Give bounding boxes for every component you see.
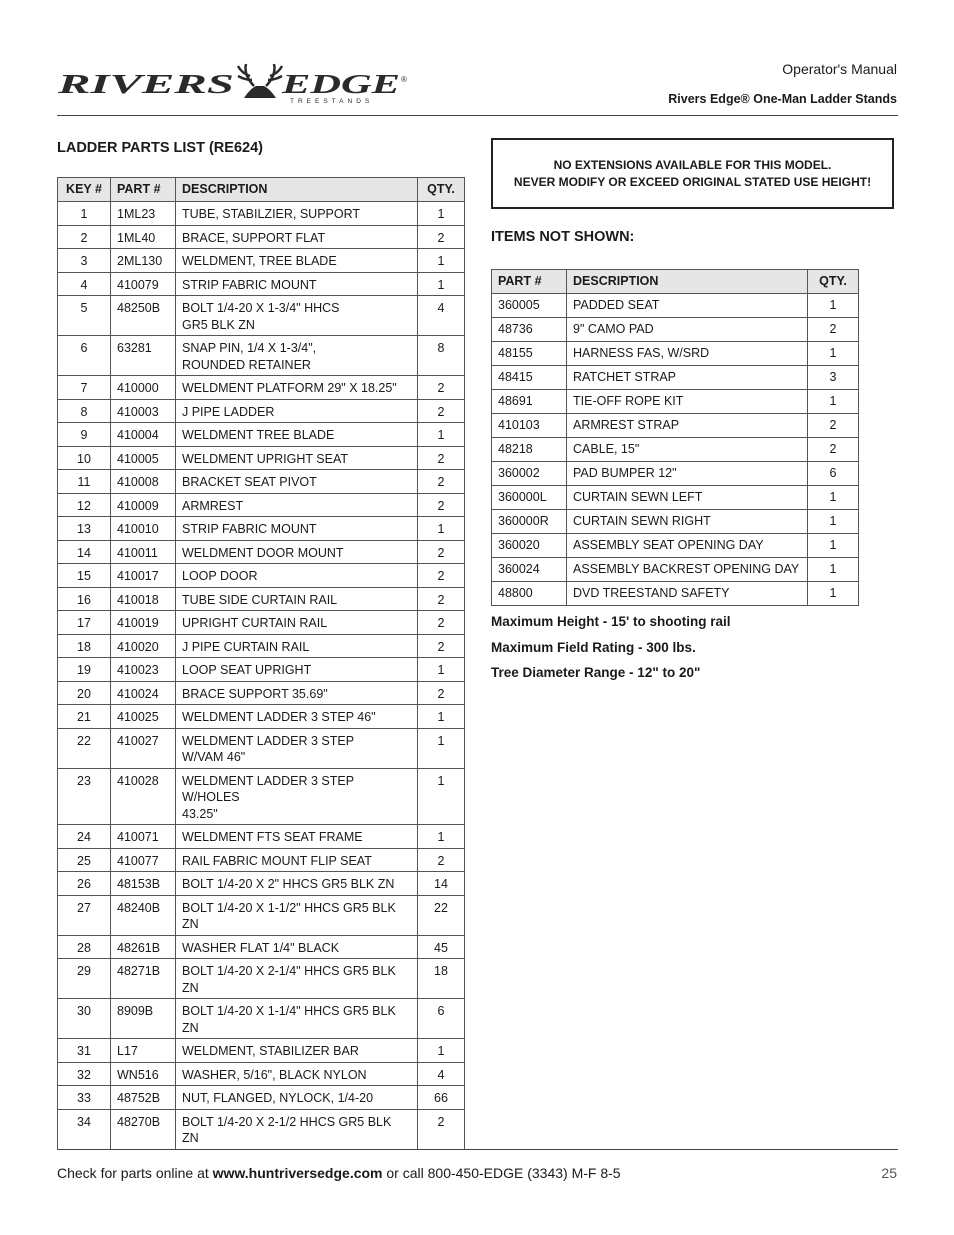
key-cell: 15 xyxy=(58,564,111,588)
part-number-cell: 48752B xyxy=(111,1086,176,1110)
ladder-parts-title: LADDER PARTS LIST (RE624) xyxy=(57,140,263,156)
part-number-cell: 410000 xyxy=(111,376,176,400)
key-cell: 21 xyxy=(58,705,111,729)
description-cell: NUT, FLANGED, NYLOCK, 1/4-20 xyxy=(176,1086,418,1110)
part-number-cell: 48691 xyxy=(492,390,567,414)
key-cell: 18 xyxy=(58,634,111,658)
key-cell: 7 xyxy=(58,376,111,400)
table-row xyxy=(58,705,465,729)
spec-max-height: Maximum Height - 15' to shooting rail xyxy=(491,614,731,629)
key-cell: 25 xyxy=(58,848,111,872)
part-number-cell: 1ML40 xyxy=(111,225,176,249)
part-number-cell: 2ML130 xyxy=(111,249,176,273)
part-number-cell: 410008 xyxy=(111,470,176,494)
description-cell: 9" CAMO PAD xyxy=(567,318,808,342)
description-cell: DVD TREESTAND SAFETY xyxy=(567,582,808,606)
part-number-cell: 360005 xyxy=(492,294,567,318)
stand-specs xyxy=(491,612,730,689)
warning-line-1: NO EXTENSIONS AVAILABLE FOR THIS MODEL. xyxy=(553,157,832,172)
key-cell: 9 xyxy=(58,423,111,447)
part-number-cell: 410004 xyxy=(111,423,176,447)
qty-cell: 3 xyxy=(808,366,859,390)
table-row xyxy=(58,336,465,376)
description-cell: WELDMENT DOOR MOUNT xyxy=(176,540,418,564)
qty-cell: 2 xyxy=(808,414,859,438)
part-number-cell: 48415 xyxy=(492,366,567,390)
part-number-cell: 410025 xyxy=(111,705,176,729)
qty-cell: 1 xyxy=(808,510,859,534)
table-row xyxy=(58,999,465,1039)
qty-cell: 1 xyxy=(808,558,859,582)
column-header-part: PART # xyxy=(492,270,567,294)
description-cell: BOLT 1/4-20 X 1-1/2" HHCS GR5 BLK ZN xyxy=(176,895,418,935)
logo-registered-mark: ® xyxy=(401,75,407,84)
table-row xyxy=(492,486,859,510)
table-row xyxy=(492,318,859,342)
column-header-description: DESCRIPTION xyxy=(567,270,808,294)
table-row xyxy=(58,728,465,768)
description-cell: STRIP FABRIC MOUNT xyxy=(176,272,418,296)
description-cell: PAD BUMPER 12" xyxy=(567,462,808,486)
part-number-cell: 48800 xyxy=(492,582,567,606)
description-cell: ASSEMBLY BACKREST OPENING DAY xyxy=(567,558,808,582)
qty-cell: 2 xyxy=(418,493,465,517)
table-row xyxy=(492,558,859,582)
part-number-cell: 48270B xyxy=(111,1109,176,1149)
description-cell: UPRIGHT CURTAIN RAIL xyxy=(176,611,418,635)
qty-cell: 1 xyxy=(808,582,859,606)
part-number-cell: 360002 xyxy=(492,462,567,486)
qty-cell: 2 xyxy=(418,225,465,249)
part-number-cell: 410019 xyxy=(111,611,176,635)
key-cell: 8 xyxy=(58,399,111,423)
part-number-cell: 360000R xyxy=(492,510,567,534)
qty-cell: 4 xyxy=(418,1062,465,1086)
table-row xyxy=(492,390,859,414)
part-number-cell: 1ML23 xyxy=(111,202,176,226)
description-cell: STRIP FABRIC MOUNT xyxy=(176,517,418,541)
description-cell: WASHER FLAT 1/4" BLACK xyxy=(176,935,418,959)
logo-wordmark-right: EDGE xyxy=(280,69,400,99)
table-row xyxy=(58,296,465,336)
description-cell: BOLT 1/4-20 X 2-1/4" HHCS GR5 BLK ZN xyxy=(176,959,418,999)
qty-cell: 1 xyxy=(808,390,859,414)
column-header-qty: QTY. xyxy=(808,270,859,294)
qty-cell: 1 xyxy=(418,728,465,768)
qty-cell: 2 xyxy=(418,446,465,470)
qty-cell: 1 xyxy=(418,423,465,447)
header-divider xyxy=(57,115,898,116)
description-cell: WELDMENT LADDER 3 STEP 46" xyxy=(176,705,418,729)
table-row xyxy=(492,294,859,318)
part-number-cell: 8909B xyxy=(111,999,176,1039)
part-number-cell: 410028 xyxy=(111,768,176,825)
description-cell: ASSEMBLY SEAT OPENING DAY xyxy=(567,534,808,558)
description-cell: WELDMENT UPRIGHT SEAT xyxy=(176,446,418,470)
description-cell: WASHER, 5/16", BLACK NYLON xyxy=(176,1062,418,1086)
part-number-cell: 410071 xyxy=(111,825,176,849)
table-row xyxy=(58,470,465,494)
qty-cell: 1 xyxy=(418,1039,465,1063)
spec-tree-range: Tree Diameter Range - 12" to 20" xyxy=(491,665,701,680)
part-number-cell: 410079 xyxy=(111,272,176,296)
description-cell: CURTAIN SEWN RIGHT xyxy=(567,510,808,534)
table-row xyxy=(492,438,859,462)
key-cell: 12 xyxy=(58,493,111,517)
part-number-cell: 48240B xyxy=(111,895,176,935)
part-number-cell: 410017 xyxy=(111,564,176,588)
table-row xyxy=(58,768,465,825)
footer-prefix: Check for parts online at xyxy=(57,1165,213,1181)
description-cell: WELDMENT LADDER 3 STEP W/VAM 46" xyxy=(176,728,418,768)
table-row xyxy=(492,582,859,606)
qty-cell: 2 xyxy=(418,564,465,588)
manual-label: Operator's Manual xyxy=(782,61,897,77)
description-cell: BRACKET SEAT PIVOT xyxy=(176,470,418,494)
part-number-cell: 410020 xyxy=(111,634,176,658)
table-row xyxy=(492,462,859,486)
key-cell: 14 xyxy=(58,540,111,564)
table-row xyxy=(58,249,465,273)
footer-text xyxy=(57,1165,621,1181)
description-cell: J PIPE LADDER xyxy=(176,399,418,423)
footer-suffix: or call 800-450-EDGE (3343) M-F 8-5 xyxy=(382,1165,621,1181)
description-cell: TUBE, STABILZIER, SUPPORT xyxy=(176,202,418,226)
qty-cell: 2 xyxy=(418,587,465,611)
key-cell: 11 xyxy=(58,470,111,494)
part-number-cell: 410024 xyxy=(111,681,176,705)
key-cell: 6 xyxy=(58,336,111,376)
part-number-cell: 410003 xyxy=(111,399,176,423)
table-row xyxy=(492,510,859,534)
description-cell: RATCHET STRAP xyxy=(567,366,808,390)
table-row xyxy=(492,414,859,438)
qty-cell: 1 xyxy=(808,342,859,366)
description-cell: TUBE SIDE CURTAIN RAIL xyxy=(176,587,418,611)
qty-cell: 2 xyxy=(808,438,859,462)
qty-cell: 2 xyxy=(418,399,465,423)
deer-antler-icon xyxy=(238,64,282,98)
qty-cell: 1 xyxy=(808,294,859,318)
key-cell: 26 xyxy=(58,872,111,896)
description-cell: BOLT 1/4-20 X 1-1/4" HHCS GR5 BLK ZN xyxy=(176,999,418,1039)
description-cell: ARMREST xyxy=(176,493,418,517)
table-row xyxy=(58,935,465,959)
table-row xyxy=(58,376,465,400)
description-cell: LOOP SEAT UPRIGHT xyxy=(176,658,418,682)
qty-cell: 1 xyxy=(808,534,859,558)
qty-cell: 2 xyxy=(418,634,465,658)
description-cell: BRACE, SUPPORT FLAT xyxy=(176,225,418,249)
table-row xyxy=(58,658,465,682)
table-row xyxy=(58,1039,465,1063)
part-number-cell: 48155 xyxy=(492,342,567,366)
logo-wordmark-left: RIVERS xyxy=(58,69,234,99)
part-number-cell: 360000L xyxy=(492,486,567,510)
table-header-row xyxy=(58,178,465,202)
part-number-cell: 410009 xyxy=(111,493,176,517)
description-cell: WELDMENT FTS SEAT FRAME xyxy=(176,825,418,849)
part-number-cell: 48218 xyxy=(492,438,567,462)
part-number-cell: WN516 xyxy=(111,1062,176,1086)
description-cell: RAIL FABRIC MOUNT FLIP SEAT xyxy=(176,848,418,872)
part-number-cell: 63281 xyxy=(111,336,176,376)
table-row xyxy=(58,872,465,896)
key-cell: 33 xyxy=(58,1086,111,1110)
qty-cell: 1 xyxy=(418,249,465,273)
part-number-cell: 48261B xyxy=(111,935,176,959)
table-row xyxy=(58,446,465,470)
table-row xyxy=(492,366,859,390)
description-cell: SNAP PIN, 1/4 X 1-3/4", ROUNDED RETAINER xyxy=(176,336,418,376)
table-row xyxy=(58,272,465,296)
qty-cell: 1 xyxy=(418,658,465,682)
key-cell: 20 xyxy=(58,681,111,705)
description-cell: J PIPE CURTAIN RAIL xyxy=(176,634,418,658)
description-cell: WELDMENT TREE BLADE xyxy=(176,423,418,447)
qty-cell: 8 xyxy=(418,336,465,376)
table-header-row xyxy=(492,270,859,294)
key-cell: 10 xyxy=(58,446,111,470)
key-cell: 32 xyxy=(58,1062,111,1086)
table-row xyxy=(58,493,465,517)
table-row xyxy=(58,517,465,541)
key-cell: 23 xyxy=(58,768,111,825)
part-number-cell: 48153B xyxy=(111,872,176,896)
key-cell: 3 xyxy=(58,249,111,273)
part-number-cell: 410011 xyxy=(111,540,176,564)
description-cell: BOLT 1/4-20 X 1-3/4" HHCS GR5 BLK ZN xyxy=(176,296,418,336)
table-row xyxy=(58,848,465,872)
part-number-cell: 410027 xyxy=(111,728,176,768)
qty-cell: 1 xyxy=(808,486,859,510)
table-row xyxy=(58,681,465,705)
qty-cell: 2 xyxy=(808,318,859,342)
key-cell: 29 xyxy=(58,959,111,999)
part-number-cell: 410077 xyxy=(111,848,176,872)
qty-cell: 2 xyxy=(418,470,465,494)
description-cell: BRACE SUPPORT 35.69" xyxy=(176,681,418,705)
key-cell: 1 xyxy=(58,202,111,226)
page-number: 25 xyxy=(881,1165,897,1181)
qty-cell: 1 xyxy=(418,705,465,729)
key-cell: 19 xyxy=(58,658,111,682)
table-row xyxy=(58,564,465,588)
table-row xyxy=(58,895,465,935)
part-number-cell: 360020 xyxy=(492,534,567,558)
description-cell: CABLE, 15" xyxy=(567,438,808,462)
description-cell: HARNESS FAS, W/SRD xyxy=(567,342,808,366)
qty-cell: 45 xyxy=(418,935,465,959)
warning-box xyxy=(491,138,894,209)
part-number-cell: L17 xyxy=(111,1039,176,1063)
qty-cell: 1 xyxy=(418,272,465,296)
table-row xyxy=(492,342,859,366)
ladder-parts-table xyxy=(57,177,465,1150)
key-cell: 31 xyxy=(58,1039,111,1063)
description-cell: PADDED SEAT xyxy=(567,294,808,318)
qty-cell: 14 xyxy=(418,872,465,896)
key-cell: 34 xyxy=(58,1109,111,1149)
part-number-cell: 48250B xyxy=(111,296,176,336)
warning-line-2: NEVER MODIFY OR EXCEED ORIGINAL STATED USE HEIGHT! xyxy=(513,174,872,189)
description-cell: WELDMENT, TREE BLADE xyxy=(176,249,418,273)
qty-cell: 2 xyxy=(418,1109,465,1149)
key-cell: 28 xyxy=(58,935,111,959)
qty-cell: 2 xyxy=(418,848,465,872)
part-number-cell: 410018 xyxy=(111,587,176,611)
description-cell: CURTAIN SEWN LEFT xyxy=(567,486,808,510)
description-cell: WELDMENT, STABILIZER BAR xyxy=(176,1039,418,1063)
part-number-cell: 410023 xyxy=(111,658,176,682)
key-cell: 22 xyxy=(58,728,111,768)
product-label: Rivers Edge® One-Man Ladder Stands xyxy=(668,92,897,106)
description-cell: TIE-OFF ROPE KIT xyxy=(567,390,808,414)
qty-cell: 2 xyxy=(418,376,465,400)
table-row xyxy=(58,611,465,635)
qty-cell: 18 xyxy=(418,959,465,999)
website-link[interactable]: www.huntriversedge.com xyxy=(212,1165,383,1181)
spec-max-rating: Maximum Field Rating - 300 lbs. xyxy=(491,639,696,655)
table-row xyxy=(58,1062,465,1086)
table-row xyxy=(58,959,465,999)
logo-tagline: TREESTANDS xyxy=(290,98,374,105)
column-header-part: PART # xyxy=(111,178,176,202)
key-cell: 5 xyxy=(58,296,111,336)
part-number-cell: 410005 xyxy=(111,446,176,470)
qty-cell: 2 xyxy=(418,540,465,564)
items-not-shown-table xyxy=(491,269,859,606)
description-cell: ARMREST STRAP xyxy=(567,414,808,438)
qty-cell: 1 xyxy=(418,825,465,849)
part-number-cell: 410010 xyxy=(111,517,176,541)
table-row xyxy=(58,202,465,226)
key-cell: 17 xyxy=(58,611,111,635)
table-row xyxy=(58,1086,465,1110)
description-cell: BOLT 1/4-20 X 2-1/2 HHCS GR5 BLK ZN xyxy=(176,1109,418,1149)
column-header-qty: QTY. xyxy=(418,178,465,202)
key-cell: 2 xyxy=(58,225,111,249)
table-row xyxy=(58,540,465,564)
table-row xyxy=(58,423,465,447)
qty-cell: 6 xyxy=(418,999,465,1039)
qty-cell: 2 xyxy=(418,611,465,635)
rivers-edge-logo xyxy=(58,62,410,106)
items-not-shown-title: ITEMS NOT SHOWN: xyxy=(491,229,635,245)
key-cell: 13 xyxy=(58,517,111,541)
part-number-cell: 360024 xyxy=(492,558,567,582)
table-row xyxy=(58,225,465,249)
qty-cell: 2 xyxy=(418,681,465,705)
table-row xyxy=(58,825,465,849)
description-cell: LOOP DOOR xyxy=(176,564,418,588)
table-row xyxy=(58,1109,465,1149)
part-number-cell: 410103 xyxy=(492,414,567,438)
key-cell: 4 xyxy=(58,272,111,296)
description-cell: BOLT 1/4-20 X 2" HHCS GR5 BLK ZN xyxy=(176,872,418,896)
column-header-key: KEY # xyxy=(58,178,111,202)
key-cell: 30 xyxy=(58,999,111,1039)
part-number-cell: 48736 xyxy=(492,318,567,342)
key-cell: 27 xyxy=(58,895,111,935)
description-cell: WELDMENT LADDER 3 STEP W/HOLES 43.25" xyxy=(176,768,418,825)
qty-cell: 4 xyxy=(418,296,465,336)
footer-divider xyxy=(57,1149,898,1150)
table-row xyxy=(492,534,859,558)
key-cell: 16 xyxy=(58,587,111,611)
table-row xyxy=(58,399,465,423)
qty-cell: 1 xyxy=(418,202,465,226)
column-header-description: DESCRIPTION xyxy=(176,178,418,202)
table-row xyxy=(58,587,465,611)
key-cell: 24 xyxy=(58,825,111,849)
qty-cell: 66 xyxy=(418,1086,465,1110)
table-row xyxy=(58,634,465,658)
part-number-cell: 48271B xyxy=(111,959,176,999)
qty-cell: 1 xyxy=(418,517,465,541)
qty-cell: 1 xyxy=(418,768,465,825)
qty-cell: 6 xyxy=(808,462,859,486)
description-cell: WELDMENT PLATFORM 29" X 18.25" xyxy=(176,376,418,400)
qty-cell: 22 xyxy=(418,895,465,935)
